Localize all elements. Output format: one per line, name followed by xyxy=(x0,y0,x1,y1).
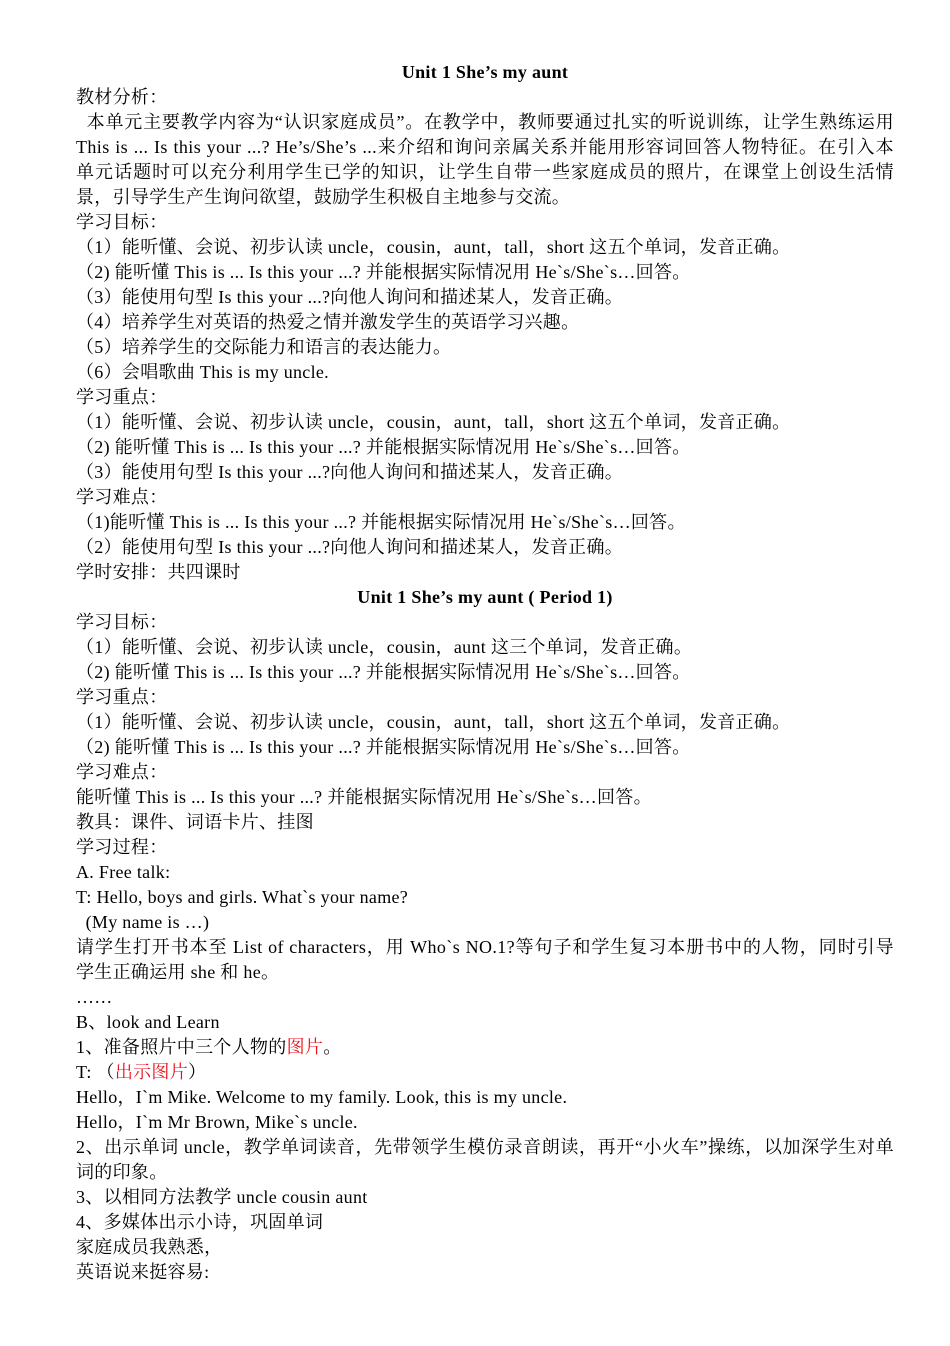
period-title: Unit 1 She’s my aunt ( Period 1) xyxy=(357,587,613,607)
show-highlight: 出示图片 xyxy=(114,1062,189,1082)
student-reply: (My name is …) xyxy=(76,912,210,932)
goal-item: （5）培养学生的交际能力和语言的表达能力。 xyxy=(76,337,452,357)
free-talk-heading: A. Free talk: xyxy=(76,862,171,882)
key-points-label: 学习重点： xyxy=(76,387,168,407)
look-learn-heading: B、look and Learn xyxy=(76,1012,220,1032)
step-1 xyxy=(76,1035,894,1060)
show-suffix: ） xyxy=(188,1062,207,1082)
poem-line: 家庭成员我熟悉， xyxy=(76,1237,223,1257)
period-goals-label: 学习目标： xyxy=(76,612,168,632)
document-body xyxy=(76,60,894,1285)
analysis-line-2: This is ... Is this your ...? He’s/She’s ...来介绍和询问亲属关系并能用形容词回答人物特征。在引入本 xyxy=(76,137,894,157)
poem-line: 英语说来挺容易: xyxy=(76,1262,210,1282)
period-key-label: 学习重点： xyxy=(76,687,168,707)
dialogue-brown: Hello，I`m Mr Brown, Mike`s uncle. xyxy=(76,1112,358,1132)
period-goal-item: （2) 能听懂 This is ... Is this your ...? 并能根据实际情况用 He`s/She`s…回答。 xyxy=(76,662,691,682)
period-key-item: （2) 能听懂 This is ... Is this your ...? 并能根据实际情况用 He`s/She`s…回答。 xyxy=(76,737,691,757)
teacher-show-picture xyxy=(76,1060,894,1085)
step-2-line-2: 词的印象。 xyxy=(76,1162,168,1182)
analysis-line-4: 景，引导学生产生询问欲望，鼓励学生积极自主地参与交流。 xyxy=(76,187,571,207)
period-key-item: （1）能听懂、会说、初步认读 uncle，cousin，aunt，tall，short 这五个单词，发音正确。 xyxy=(76,712,791,732)
process-label: 学习过程： xyxy=(76,837,168,857)
analysis-line-1: 本单元主要教学内容为“认识家庭成员”。在教学中，教师要通过扎实的听说训练，让学生熟练运用 xyxy=(76,112,894,132)
step-3: 3、以相同方法教学 uncle cousin aunt xyxy=(76,1187,368,1207)
key-point-item: （3）能使用句型 Is this your ...?向他人询问和描述某人，发音正确。 xyxy=(76,462,624,482)
teaching-tools: 教具：课件、词语卡片、挂图 xyxy=(76,812,314,832)
unit-title: Unit 1 She’s my aunt xyxy=(401,62,569,82)
instruction-line-1: 请学生打开书本至 List of characters，用 Who`s NO.1?等句子和学生复习本册书中的人物，同时引导 xyxy=(76,937,894,957)
difficulty-item: （2）能使用句型 Is this your ...?向他人询问和描述某人，发音正确。 xyxy=(76,537,624,557)
instruction-line-2: 学生正确运用 she 和 he。 xyxy=(76,962,280,982)
ellipsis: …… xyxy=(76,987,113,1007)
key-point-item: （1）能听懂、会说、初步认读 uncle，cousin，aunt，tall，short 这五个单词，发音正确。 xyxy=(76,412,791,432)
key-point-item: （2) 能听懂 This is ... Is this your ...? 并能根据实际情况用 He`s/She`s…回答。 xyxy=(76,437,691,457)
schedule: 学时安排：共四课时 xyxy=(76,562,241,582)
difficulty-label: 学习难点： xyxy=(76,487,168,507)
goal-item: （4）培养学生对英语的热爱之情并激发学生的英语学习兴趣。 xyxy=(76,312,580,332)
step-2-line-1: 2、出示单词 uncle，教学单词读音，先带领学生模仿录音朗读，再开“小火车”操练，以加深学生对单 xyxy=(76,1137,894,1157)
step-1-prefix: 1、准备照片中三个人物的 xyxy=(76,1037,287,1057)
difficulty-item: （1)能听懂 This is ... Is this your ...? 并能根据实际情况用 He`s/She`s…回答。 xyxy=(76,512,686,532)
period-difficulty-item: 能听懂 This is ... Is this your ...? 并能根据实际情况用 He`s/She`s…回答。 xyxy=(76,787,652,807)
step-1-suffix: 。 xyxy=(323,1037,342,1057)
period-difficulty-label: 学习难点： xyxy=(76,762,168,782)
step-4: 4、多媒体出示小诗，巩固单词 xyxy=(76,1212,324,1232)
goal-item: （1）能听懂、会说、初步认读 uncle，cousin，aunt，tall，short 这五个单词，发音正确。 xyxy=(76,237,791,257)
period-goal-item: （1）能听懂、会说、初步认读 uncle，cousin，aunt 这三个单词，发音正确。 xyxy=(76,637,693,657)
dialogue-mike: Hello，I`m Mike. Welcome to my family. Look, this is my uncle. xyxy=(76,1087,568,1107)
show-prefix: T: （ xyxy=(76,1062,115,1082)
step-1-highlight: 图片 xyxy=(286,1037,324,1057)
goal-item: （3）能使用句型 Is this your ...?向他人询问和描述某人，发音正确。 xyxy=(76,287,624,307)
teacher-greeting: T: Hello, boys and girls. What`s your name? xyxy=(76,887,409,907)
goal-item: （6）会唱歌曲 This is my uncle. xyxy=(76,362,329,382)
goals-label: 学习目标： xyxy=(76,212,168,232)
analysis-line-3: 单元话题时可以充分利用学生已学的知识，让学生自带一些家庭成员的照片，在课堂上创设生活情 xyxy=(76,162,894,182)
analysis-label: 教材分析： xyxy=(76,87,168,107)
goal-item: （2) 能听懂 This is ... Is this your ...? 并能根据实际情况用 He`s/She`s…回答。 xyxy=(76,262,691,282)
